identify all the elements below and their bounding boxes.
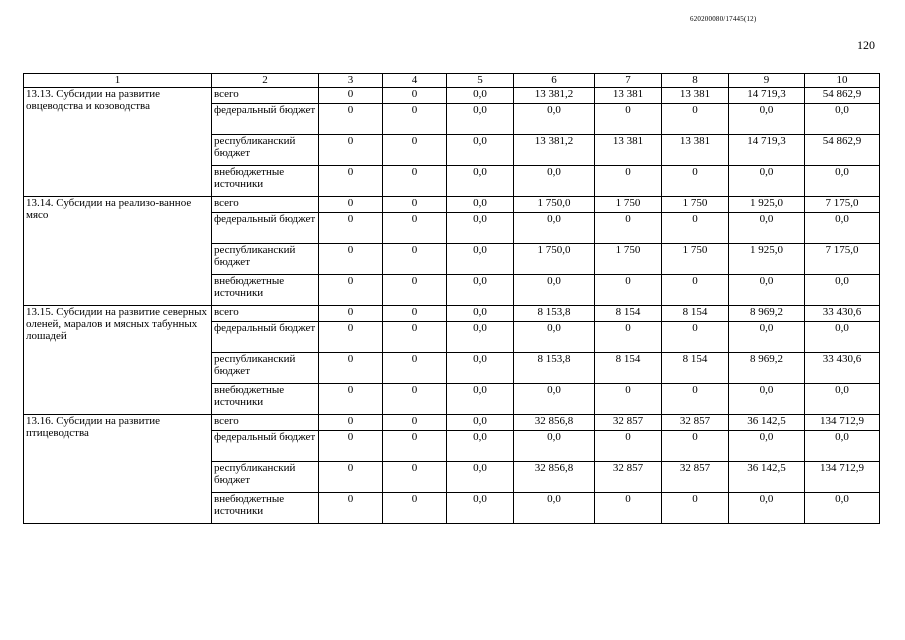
table-cell: 0,0 <box>447 322 514 353</box>
table-cell: 0,0 <box>447 88 514 104</box>
table-cell: 0 <box>383 493 447 524</box>
table-cell: 36 142,5 <box>729 462 805 493</box>
table-cell: 32 857 <box>662 415 729 431</box>
table-cell: 0,0 <box>447 213 514 244</box>
table-cell: 0 <box>319 322 383 353</box>
table-cell: 0 <box>662 384 729 415</box>
table-cell: 0,0 <box>729 384 805 415</box>
page-number: 120 <box>857 38 875 52</box>
table-cell: 0 <box>662 104 729 135</box>
table-cell: 0,0 <box>805 104 880 135</box>
table-cell: 13 381 <box>662 135 729 166</box>
funding-source: внебюджетные источники <box>212 384 319 415</box>
table-cell: 0 <box>319 135 383 166</box>
funding-source: всего <box>212 88 319 104</box>
table-cell: 7 175,0 <box>805 244 880 275</box>
table-cell: 0,0 <box>514 275 595 306</box>
table-cell: 0,0 <box>805 493 880 524</box>
table-cell: 0,0 <box>447 353 514 384</box>
table-cell: 8 154 <box>662 353 729 384</box>
table-cell: 0 <box>383 275 447 306</box>
table-cell: 0,0 <box>447 462 514 493</box>
table-cell: 0,0 <box>447 431 514 462</box>
funding-source: республиканский бюджет <box>212 135 319 166</box>
table-cell: 8 153,8 <box>514 306 595 322</box>
table-cell: 8 969,2 <box>729 353 805 384</box>
table-cell: 8 154 <box>595 306 662 322</box>
funding-source: республиканский бюджет <box>212 353 319 384</box>
table-cell: 0 <box>595 431 662 462</box>
table-cell: 0,0 <box>447 135 514 166</box>
section-title: 13.16. Субсидии на развитие птицеводства <box>24 415 212 524</box>
column-header: 3 <box>319 74 383 88</box>
table-cell: 1 750 <box>662 197 729 213</box>
table-cell: 1 925,0 <box>729 244 805 275</box>
table-cell: 0,0 <box>447 415 514 431</box>
column-header: 7 <box>595 74 662 88</box>
table-cell: 0,0 <box>514 104 595 135</box>
table-body <box>24 88 880 524</box>
funding-source: всего <box>212 306 319 322</box>
funding-source: федеральный бюджет <box>212 104 319 135</box>
table-cell: 0 <box>595 384 662 415</box>
table-cell: 32 857 <box>595 415 662 431</box>
table-cell: 0 <box>319 493 383 524</box>
table-cell: 1 750,0 <box>514 197 595 213</box>
table-cell: 0,0 <box>729 213 805 244</box>
table-cell: 0,0 <box>729 493 805 524</box>
table-cell: 0 <box>383 166 447 197</box>
section-title: 13.15. Субсидии на развитие северных оленей, маралов и мясных табунных лошадей <box>24 306 212 415</box>
table-cell: 0 <box>595 104 662 135</box>
table-cell: 0,0 <box>805 213 880 244</box>
table-cell: 0 <box>319 197 383 213</box>
table-cell: 0 <box>383 104 447 135</box>
table-cell: 0 <box>383 353 447 384</box>
table-cell: 33 430,6 <box>805 353 880 384</box>
table-cell: 0,0 <box>729 275 805 306</box>
table-cell: 0 <box>662 213 729 244</box>
funding-source: всего <box>212 415 319 431</box>
column-header: 6 <box>514 74 595 88</box>
table-cell: 0 <box>383 213 447 244</box>
table-cell: 8 154 <box>662 306 729 322</box>
table-cell: 0 <box>319 431 383 462</box>
table-cell: 0,0 <box>514 322 595 353</box>
table-row <box>24 197 880 213</box>
table-cell: 13 381 <box>595 135 662 166</box>
table-cell: 13 381,2 <box>514 88 595 104</box>
table-cell: 32 857 <box>595 462 662 493</box>
table-cell: 0,0 <box>805 275 880 306</box>
table-cell: 0 <box>383 384 447 415</box>
table-cell: 0 <box>662 493 729 524</box>
table-cell: 0 <box>383 322 447 353</box>
column-header: 2 <box>212 74 319 88</box>
table-cell: 7 175,0 <box>805 197 880 213</box>
table-cell: 0 <box>383 462 447 493</box>
table-cell: 134 712,9 <box>805 462 880 493</box>
table-cell: 0 <box>319 166 383 197</box>
table-cell: 0 <box>383 415 447 431</box>
funding-source: всего <box>212 197 319 213</box>
table-cell: 1 750 <box>595 197 662 213</box>
table-cell: 13 381,2 <box>514 135 595 166</box>
header-row <box>24 74 880 88</box>
table-cell: 13 381 <box>662 88 729 104</box>
table-cell: 8 153,8 <box>514 353 595 384</box>
table-cell: 0 <box>319 213 383 244</box>
table-cell: 0 <box>662 431 729 462</box>
table-cell: 0 <box>662 322 729 353</box>
table-row <box>24 415 880 431</box>
table-cell: 54 862,9 <box>805 88 880 104</box>
table-cell: 32 856,8 <box>514 462 595 493</box>
table-cell: 0 <box>383 197 447 213</box>
funding-source: внебюджетные источники <box>212 166 319 197</box>
table-cell: 0,0 <box>447 166 514 197</box>
table-cell: 1 750 <box>662 244 729 275</box>
table-cell: 0 <box>319 104 383 135</box>
table-cell: 1 925,0 <box>729 197 805 213</box>
table-cell: 0,0 <box>805 431 880 462</box>
table-cell: 0 <box>319 88 383 104</box>
table-cell: 1 750,0 <box>514 244 595 275</box>
table-cell: 0,0 <box>514 431 595 462</box>
table-cell: 0 <box>319 244 383 275</box>
table-cell: 0,0 <box>729 322 805 353</box>
table-cell: 36 142,5 <box>729 415 805 431</box>
table-cell: 0 <box>595 166 662 197</box>
table-cell: 0,0 <box>447 244 514 275</box>
table-cell: 0,0 <box>729 104 805 135</box>
table-cell: 0 <box>319 384 383 415</box>
section-title: 13.14. Субсидии на реализо-ванное мясо <box>24 197 212 306</box>
table-cell: 0,0 <box>514 384 595 415</box>
table-cell: 0,0 <box>447 104 514 135</box>
table-cell: 0,0 <box>514 493 595 524</box>
table-cell: 0,0 <box>805 384 880 415</box>
table-cell: 0,0 <box>447 306 514 322</box>
table-cell: 0 <box>319 353 383 384</box>
table-cell: 14 719,3 <box>729 88 805 104</box>
table-cell: 0 <box>662 275 729 306</box>
table-cell: 0 <box>383 135 447 166</box>
table-cell: 0 <box>319 462 383 493</box>
column-header: 9 <box>729 74 805 88</box>
table-cell: 0 <box>662 166 729 197</box>
document-code: 620200080/17445(12) <box>690 15 757 23</box>
table-cell: 0 <box>383 431 447 462</box>
table-cell: 134 712,9 <box>805 415 880 431</box>
table-cell: 0 <box>595 322 662 353</box>
funding-source: внебюджетные источники <box>212 493 319 524</box>
section-title: 13.13. Субсидии на развитие овцеводства и козоводства <box>24 88 212 197</box>
table-cell: 8 154 <box>595 353 662 384</box>
funding-source: федеральный бюджет <box>212 213 319 244</box>
table-cell: 0,0 <box>514 166 595 197</box>
table-cell: 0 <box>383 244 447 275</box>
funding-source: федеральный бюджет <box>212 431 319 462</box>
table-cell: 0 <box>319 415 383 431</box>
table-cell: 13 381 <box>595 88 662 104</box>
table-cell: 0,0 <box>447 197 514 213</box>
table-cell: 0 <box>595 275 662 306</box>
funding-source: внебюджетные источники <box>212 275 319 306</box>
table-cell: 0,0 <box>805 322 880 353</box>
table-cell: 32 856,8 <box>514 415 595 431</box>
table-cell: 0 <box>595 213 662 244</box>
column-header: 10 <box>805 74 880 88</box>
table-row <box>24 88 880 104</box>
table-cell: 1 750 <box>595 244 662 275</box>
table-cell: 32 857 <box>662 462 729 493</box>
column-header: 4 <box>383 74 447 88</box>
table-cell: 0,0 <box>514 213 595 244</box>
table-cell: 0,0 <box>729 431 805 462</box>
table-cell: 0,0 <box>729 166 805 197</box>
column-header: 1 <box>24 74 212 88</box>
table-cell: 8 969,2 <box>729 306 805 322</box>
funding-source: федеральный бюджет <box>212 322 319 353</box>
table-cell: 0,0 <box>447 384 514 415</box>
table-cell: 0,0 <box>805 166 880 197</box>
table-cell: 54 862,9 <box>805 135 880 166</box>
table-cell: 0 <box>319 306 383 322</box>
column-header: 5 <box>447 74 514 88</box>
table-cell: 0,0 <box>447 493 514 524</box>
table-cell: 0 <box>319 275 383 306</box>
funding-source: республиканский бюджет <box>212 462 319 493</box>
subsidy-table <box>23 73 880 524</box>
table-cell: 0 <box>383 88 447 104</box>
column-header: 8 <box>662 74 729 88</box>
table-cell: 0,0 <box>447 275 514 306</box>
table-cell: 0 <box>595 493 662 524</box>
table-cell: 0 <box>383 306 447 322</box>
table-cell: 14 719,3 <box>729 135 805 166</box>
funding-source: республиканский бюджет <box>212 244 319 275</box>
table-row <box>24 306 880 322</box>
table-cell: 33 430,6 <box>805 306 880 322</box>
